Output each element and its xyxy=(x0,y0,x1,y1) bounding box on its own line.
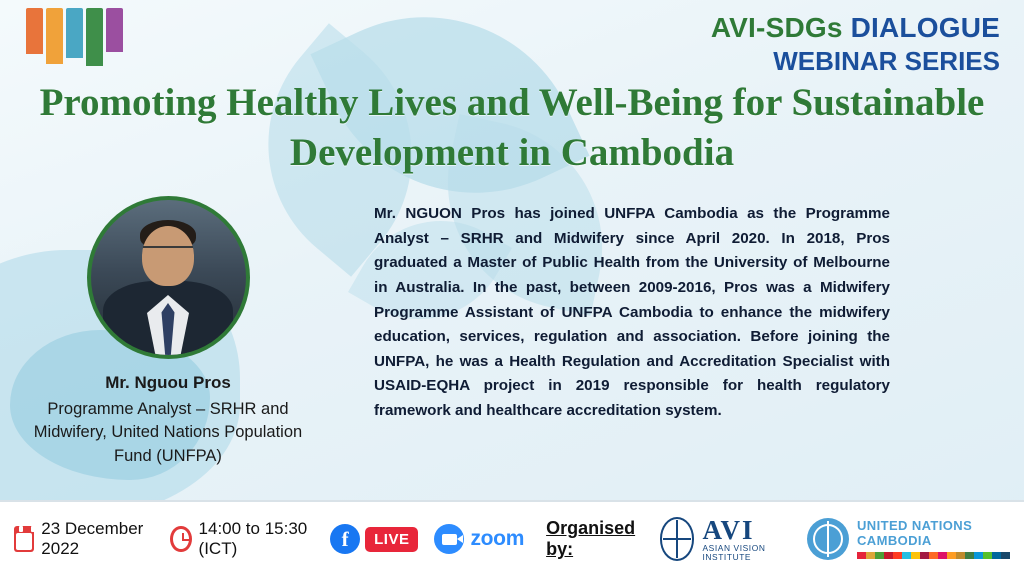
facebook-live-badge[interactable] xyxy=(330,524,418,554)
event-time-text: 14:00 to 15:30 (ICT) xyxy=(198,519,308,558)
speaker-name: Mr. Nguou Pros xyxy=(105,373,231,392)
zoom-badge[interactable] xyxy=(434,524,524,554)
organised-by-label: Organised by: xyxy=(546,518,636,559)
calendar-icon xyxy=(14,526,34,552)
event-time xyxy=(170,519,316,559)
avi-logo xyxy=(660,516,791,562)
series-name-secondary: DIALOGUE xyxy=(850,12,1000,43)
brand-bars-logo xyxy=(26,8,123,66)
series-subtitle: WEBINAR SERIES xyxy=(773,46,1000,77)
globe-icon xyxy=(660,517,695,561)
page-title: Promoting Healthy Lives and Well-Being for Sustainable Development in Cambodia xyxy=(39,81,985,174)
un-line2: CAMBODIA xyxy=(857,532,932,548)
un-line1: UNITED NATIONS xyxy=(857,518,973,534)
series-name-primary: AVI-SDGs xyxy=(710,12,843,43)
clock-icon xyxy=(170,526,191,552)
speaker-bio: Mr. NGUON Pros has joined UNFPA Cambodia as the Programme Analyst – SRHR and Midwifery since April 2020. In 2018, Pros graduated a Master of Public Health from the University of Melbourne in Australia. In the past, between 2009-2016, Pros was a Midwifery Programme Assistant of UNFPA Cambodia to enhance the midwifery education, services, regulation and association. Before joining the UNFPA, he was a Health Regulation and Accreditation Specialist with USAID-EQHA project in 2019 responsible for health regulatory framework and healthcare accreditation system. xyxy=(374,205,890,419)
event-date xyxy=(14,519,154,559)
zoom-camera-icon xyxy=(434,524,464,554)
avi-subtitle: ASIAN VISION INSTITUTE xyxy=(702,543,766,563)
avatar xyxy=(87,196,250,359)
united-nations-cambodia-logo xyxy=(807,518,1010,560)
zoom-label: zoom xyxy=(470,527,525,550)
facebook-icon: f xyxy=(330,524,360,554)
event-date-text: 23 December 2022 xyxy=(41,519,144,558)
avi-name: AVI xyxy=(702,515,755,546)
footer-bar xyxy=(0,500,1024,576)
event-series-header xyxy=(711,12,1000,76)
sdg-color-strip xyxy=(857,552,1010,559)
speaker-role: Programme Analyst – SRHR and Midwifery, United Nations Population Fund (UNFPA) xyxy=(33,400,303,465)
speaker-photo xyxy=(91,200,246,355)
live-label: LIVE xyxy=(365,527,418,552)
un-globe-icon xyxy=(807,518,849,560)
speaker-block xyxy=(18,196,318,468)
